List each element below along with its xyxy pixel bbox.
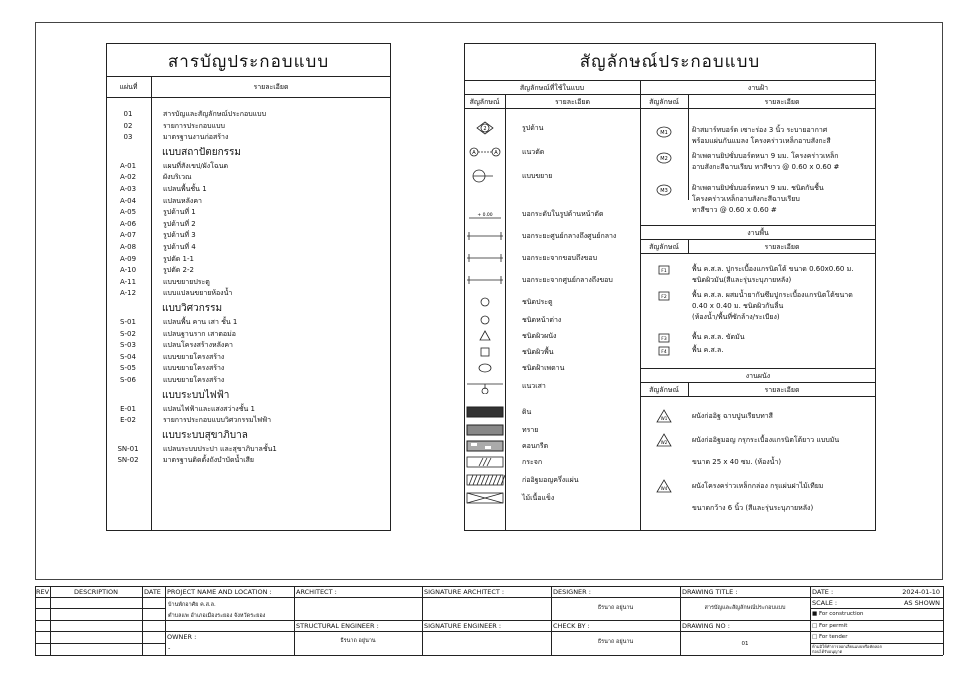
index-sheet-no: S-05 bbox=[120, 364, 136, 373]
svg-text:F1: F1 bbox=[661, 269, 667, 274]
index-sheet-detail: สารบัญและสัญลักษณ์ประกอบแบบ bbox=[163, 110, 267, 118]
floor-detail-line: (ห้องน้ำ/พื้นที่ซักล้าง/ระเบียง) bbox=[692, 313, 780, 321]
index-sheet-detail: รูปตัด 1-1 bbox=[163, 254, 194, 263]
used-symbol-icon bbox=[465, 294, 505, 310]
index-sheet-no: A-05 bbox=[119, 208, 137, 217]
index-sheet-no: S-04 bbox=[120, 352, 136, 361]
index-sheet-detail: แบบขยายประตู bbox=[163, 277, 210, 286]
index-sheet-no: A-09 bbox=[119, 254, 137, 263]
index-sheet-no: S-01 bbox=[120, 318, 136, 326]
index-sheet-no: A-06 bbox=[119, 219, 137, 228]
index-sheet-detail: แบบขยายโครงสร้าง bbox=[163, 352, 225, 361]
index-col-sheet: แผ่นที่ bbox=[119, 83, 138, 91]
floor-symbol-icon bbox=[644, 262, 684, 278]
index-sheet-detail: แปลนฐานราก เสาตอม่อ bbox=[163, 329, 236, 338]
used-symbol-detail: ทราย bbox=[522, 426, 539, 434]
wall-detail-line: ขนาดกว้าง 6 นิ้ว (สีและรุ่นระบุภายหลัง) bbox=[692, 504, 814, 512]
floor-detail-line: พื้น ค.ส.ล. bbox=[692, 346, 724, 354]
used-symbol-icon bbox=[465, 144, 505, 160]
used-symbol-icon bbox=[465, 228, 505, 244]
tb-date-col-label: DATE bbox=[144, 588, 161, 596]
used-symbol-icon bbox=[465, 422, 505, 438]
index-sheet-detail: แผนที่สังเขป/ผังโฉนด bbox=[163, 161, 229, 170]
tb-opt-tender: □ For tender bbox=[812, 634, 848, 640]
svg-text:F2: F2 bbox=[661, 295, 667, 300]
index-sheet-no: A-10 bbox=[119, 266, 137, 275]
svg-text:M3: M3 bbox=[660, 188, 668, 194]
used-symbol-detail: บอกระดับในรูปด้านหน้าตัด bbox=[522, 210, 604, 218]
index-sheet-detail: แปลนพื้นชั้น 1 bbox=[163, 185, 207, 193]
index-sheet-detail: มาตรฐานติดตั้งถังบำบัดน้ำเสีย bbox=[163, 456, 254, 465]
index-section-title: แบบวิศวกรรม bbox=[162, 303, 223, 314]
index-sheet-detail: รูปตัด 2-2 bbox=[163, 266, 194, 275]
used-symbol-detail: ชนิดหน้าต่าง bbox=[522, 316, 562, 324]
index-sheet-detail: แบบขยายโครงสร้าง bbox=[163, 364, 225, 373]
wall-col-symbol: สัญลักษณ์ bbox=[649, 386, 679, 394]
used-symbol-detail: แนวตัด bbox=[522, 148, 545, 156]
used-symbol-icon bbox=[465, 360, 505, 376]
wall-detail-line: ขนาด 25 x 40 ซม. (ห้องน้ำ) bbox=[692, 458, 782, 466]
floor-detail-line: พื้น ค.ส.ล. ผสมน้ำยากันซึมปูกระเบื้องแกรนิตโต้ขนาด bbox=[692, 291, 853, 299]
index-sheet-detail: แปลนไฟฟ้าและแสงสว่างชั้น 1 bbox=[163, 404, 255, 413]
ceiling-detail-line: อาบสังกะสีฉาบเรียบ ทาสีขาว @ 0.60 x 0.60 # bbox=[692, 163, 840, 171]
index-sheet-no: A-11 bbox=[119, 277, 137, 286]
used-symbol-detail: บอกระยะศูนย์กลางถึงศูนย์กลาง bbox=[522, 232, 617, 240]
svg-text:W2: W2 bbox=[660, 440, 668, 445]
index-sheet-no: 01 bbox=[123, 110, 133, 118]
index-sheet-detail: มาตรฐานงานก่อสร้าง bbox=[163, 133, 229, 142]
tb-project-label: PROJECT NAME AND LOCATION : bbox=[167, 588, 272, 596]
floor-col-detail: รายละเอียด bbox=[764, 243, 800, 251]
used-symbol-detail: รูปด้าน bbox=[522, 124, 544, 132]
used-symbol-icon bbox=[465, 472, 505, 488]
floor-header: งานพื้น bbox=[747, 229, 769, 237]
tb-rev-label: REV bbox=[36, 588, 50, 596]
used-symbol-icon bbox=[465, 120, 505, 136]
tb-designer-label: DESIGNER : bbox=[553, 588, 591, 596]
ceiling-detail-line: ฝ้าเพดานยิปซั่มบอร์ดหนา 9 มม. ชนิดกันชื้น bbox=[692, 184, 824, 192]
index-sheet-no: A-01 bbox=[119, 161, 137, 170]
index-sheet-no: S-03 bbox=[120, 341, 136, 350]
tb-check-value: ธีรนาถ อยู่นาน bbox=[597, 639, 634, 645]
index-sheet-no: A-03 bbox=[119, 185, 137, 193]
index-col-detail: รายละเอียด bbox=[253, 83, 289, 91]
used-symbol-detail: ชนิดผิวผนัง bbox=[522, 332, 557, 340]
wall-detail-line: ผนังก่ออิฐ ฉาบปูนเรียบทาสี bbox=[692, 412, 773, 420]
used-symbol-icon bbox=[465, 206, 505, 222]
svg-text:W4: W4 bbox=[660, 486, 668, 491]
index-sheet-detail: แปลนโครงสร้างหลังคา bbox=[163, 341, 233, 350]
symbol-title: สัญลักษณ์ประกอบแบบ bbox=[579, 52, 761, 72]
ceiling-col-symbol: สัญลักษณ์ bbox=[649, 98, 679, 106]
wall-detail-line: ผนังก่ออิฐมอญ กรุกระเบื้องแกรนิตโต้ยาว แบบมัน bbox=[692, 436, 840, 444]
svg-text:A: A bbox=[494, 150, 498, 156]
used-symbol-icon bbox=[465, 438, 505, 454]
used-symbol-icon bbox=[465, 168, 505, 184]
used-symbol-detail: แบบขยาย bbox=[522, 172, 553, 180]
index-section-title: แบบระบบสุขาภิบาล bbox=[162, 429, 248, 441]
tb-structural-value: ธีรนาถ อยู่นาน bbox=[340, 638, 376, 644]
tb-date-label: DATE : bbox=[812, 588, 834, 596]
wall-symbol-icon bbox=[644, 408, 684, 424]
index-sheet-no: 03 bbox=[123, 133, 133, 142]
wall-symbol-icon bbox=[644, 478, 684, 494]
used-symbol-icon bbox=[465, 454, 505, 470]
ceiling-col-detail: รายละเอียด bbox=[764, 98, 800, 106]
ceiling-symbol-icon bbox=[644, 124, 684, 140]
index-sheet-no: S-06 bbox=[120, 376, 136, 384]
tb-owner-label: OWNER : bbox=[167, 633, 197, 641]
index-sheet-detail: แปลนหลังคา bbox=[163, 196, 202, 205]
wall-detail-line: ผนังโครงคร่าวเหล็กกล่อง กรุแผ่นฝาไม้เทียม bbox=[692, 482, 824, 490]
index-sheet-no: 02 bbox=[123, 121, 133, 130]
wall-col-detail: รายละเอียด bbox=[764, 386, 800, 394]
used-symbol-detail: แนวเสา bbox=[522, 382, 546, 390]
used-symbol-detail: คอนกรีต bbox=[522, 442, 549, 450]
tb-project-name: บ้านพักอาศัย ค.ส.ล. bbox=[168, 602, 216, 608]
tb-opt-permit: □ For permit bbox=[812, 623, 848, 629]
tb-sig-eng-label: SIGNATURE ENGINEER : bbox=[424, 622, 502, 630]
tb-architect-label: ARCHITECT : bbox=[296, 588, 337, 596]
ceiling-detail-line: ฝ้าสมาร์ทบอร์ด เซาะร่อง 3 นิ้ว ระบายอากาศ bbox=[692, 126, 828, 134]
used-symbol-icon bbox=[465, 328, 505, 344]
ceiling-symbol-icon bbox=[644, 182, 684, 198]
used-symbol-detail: กระจก bbox=[522, 458, 543, 466]
used-symbol-detail: ชนิดผิวพื้น bbox=[522, 348, 554, 356]
index-sheet-no: E-02 bbox=[120, 416, 136, 425]
tb-check-label: CHECK BY : bbox=[553, 622, 590, 630]
floor-detail-line: พื้น ค.ส.ล. ปูกระเบื้องแกรนิตโต้ ขนาด 0.60x0.60 ม. bbox=[692, 265, 854, 273]
index-sheet-no: SN-02 bbox=[117, 456, 139, 465]
tb-drawing-no-label: DRAWING NO : bbox=[682, 622, 730, 630]
tb-scale-value: AS SHOWN bbox=[903, 599, 940, 607]
index-sheet-detail: รายการประกอบแบบวิศวกรรมไฟฟ้า bbox=[163, 416, 272, 425]
tb-description-label: DESCRIPTION bbox=[74, 588, 118, 596]
index-section-title: แบบระบบไฟฟ้า bbox=[162, 389, 230, 401]
floor-col-symbol: สัญลักษณ์ bbox=[649, 243, 679, 251]
index-sheet-no: E-01 bbox=[120, 404, 136, 413]
tb-project-location: ตำบลแพ อำเภอเมืองระยอง จังหวัดระยอง bbox=[168, 613, 266, 619]
svg-text:+ 0.00: + 0.00 bbox=[477, 213, 493, 218]
used-symbol-detail: ชนิดฝ้าเพดาน bbox=[522, 364, 565, 372]
ceiling-detail-line: ฝ้าเพดานยิปซั่มบอร์ดหนา 9 มม. โครงคร่าวเหล็ก bbox=[692, 152, 839, 160]
index-sheet-detail: แบบขยายโครงสร้าง bbox=[163, 376, 225, 384]
index-sheet-detail: รายการประกอบแบบ bbox=[163, 121, 225, 130]
floor-detail-line: ชนิดผิวมัน(สีและรุ่นระบุภายหลัง) bbox=[692, 276, 792, 284]
tb-structural-label: STRUCTURAL ENGINEER : bbox=[296, 622, 379, 630]
used-symbol-detail: บอกระยะจากศูนย์กลางถึงขอบ bbox=[522, 276, 613, 284]
index-sheet-no: A-12 bbox=[119, 289, 137, 298]
used-symbol-icon bbox=[465, 378, 505, 394]
used-symbol-detail: บอกระยะจากขอบถึงขอบ bbox=[522, 254, 598, 262]
index-sheet-detail: รูปด้านที่ 4 bbox=[163, 243, 196, 251]
tb-designer-value: ธีรนาถ อยู่นาน bbox=[597, 605, 634, 611]
used-symbol-icon bbox=[465, 404, 505, 420]
used-col-detail: รายละเอียด bbox=[554, 98, 591, 106]
wall-header: งานผนัง bbox=[745, 372, 771, 380]
tb-opt-construction: ■ For construction bbox=[812, 611, 864, 617]
index-sheet-no: A-04 bbox=[119, 196, 137, 205]
index-section-title: แบบสถาปัตยกรรม bbox=[162, 146, 242, 158]
index-sheet-detail: แปลนพื้น คาน เสา ชั้น 1 bbox=[163, 318, 238, 326]
ceiling-header: งานฝ้า bbox=[747, 84, 769, 92]
svg-text:W1: W1 bbox=[660, 416, 668, 421]
svg-text:M2: M2 bbox=[660, 156, 668, 162]
index-sheet-detail: รูปด้านที่ 2 bbox=[163, 219, 196, 228]
svg-text:A: A bbox=[472, 150, 476, 156]
used-symbol-detail: ไม้เนื้อแข็ง bbox=[522, 494, 555, 502]
used-header: สัญลักษณ์ที่ใช้ในแบบ bbox=[519, 84, 585, 92]
tb-drawing-title-value: สารบัญและสัญลักษณ์ประกอบแบบ bbox=[704, 605, 786, 611]
svg-text:2: 2 bbox=[483, 126, 487, 132]
wall-symbol-icon bbox=[644, 432, 684, 448]
used-symbol-detail: ดิน bbox=[522, 408, 532, 416]
index-sheet-detail: แปลนระบบประปา และสุขาภิบาลชั้น1 bbox=[163, 444, 277, 453]
index-sheet-no: S-02 bbox=[120, 329, 136, 338]
index-sheet-detail: รูปด้านที่ 3 bbox=[163, 231, 196, 240]
tb-sig-arch-label: SIGNATURE ARCHITECT : bbox=[424, 588, 505, 596]
floor-detail-line: พื้น ค.ส.ล. ขัดมัน bbox=[692, 333, 745, 341]
ceiling-detail-line: พร้อมแผ่นกันแมลง โครงคร่าวเหล็กอาบสังกะสี bbox=[692, 137, 831, 145]
ceiling-detail-line: โครงคร่าวเหล็กอาบสังกะสีฉาบเรียบ bbox=[692, 195, 800, 203]
tb-drawing-no-value: 01 bbox=[741, 641, 749, 647]
floor-symbol-icon bbox=[644, 288, 684, 304]
tb-drawing-title-label: DRAWING TITLE : bbox=[682, 588, 738, 596]
svg-text:M1: M1 bbox=[660, 130, 668, 136]
floor-detail-line: 0.40 x 0.40 ม. ชนิดผิวกันลื่น bbox=[692, 302, 784, 310]
used-symbol-icon bbox=[465, 272, 505, 288]
used-symbol-icon bbox=[465, 250, 505, 266]
floor-symbol-icon bbox=[644, 343, 684, 359]
index-sheet-no: A-07 bbox=[119, 231, 137, 240]
used-symbol-icon bbox=[465, 344, 505, 360]
used-symbol-icon bbox=[465, 490, 505, 506]
index-sheet-no: SN-01 bbox=[117, 444, 139, 453]
index-sheet-detail: รูปด้านที่ 1 bbox=[163, 208, 196, 217]
index-title: สารบัญประกอบแบบ bbox=[167, 52, 330, 72]
tb-note: ห้ามมิให้ทำการลอกเลียนแบบหรือคัดลอก ก่อนได้รับอนุญาต bbox=[812, 644, 883, 654]
used-col-symbol: สัญลักษณ์ bbox=[469, 98, 500, 106]
ceiling-symbol-icon bbox=[644, 150, 684, 166]
index-sheet-detail: แบบแปลนขยายห้องน้ำ bbox=[163, 289, 233, 298]
index-sheet-no: A-02 bbox=[119, 173, 137, 182]
index-sheet-detail: ผังบริเวณ bbox=[163, 173, 192, 182]
ceiling-detail-line: ทาสีขาว @ 0.60 x 0.60 # bbox=[692, 206, 777, 214]
index-sheet-no: A-08 bbox=[119, 243, 137, 251]
tb-owner-value: - bbox=[168, 644, 171, 652]
tb-scale-label: SCALE : bbox=[812, 599, 838, 607]
svg-text:F4: F4 bbox=[661, 350, 667, 355]
used-symbol-icon bbox=[465, 312, 505, 328]
svg-text:F3: F3 bbox=[661, 337, 667, 342]
used-symbol-detail: ก่ออิฐมอญครึ่งแผ่น bbox=[522, 476, 579, 484]
used-symbol-detail: ชนิดประตู bbox=[522, 298, 553, 306]
tb-date-value: 2024-01-10 bbox=[902, 588, 940, 596]
